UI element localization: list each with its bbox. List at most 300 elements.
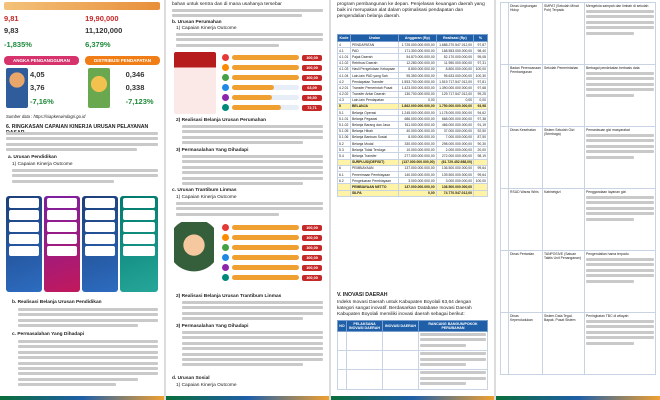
table-cell-realisasi: 129.717.547.012,00 — [436, 91, 473, 97]
table-cell-no — [501, 251, 509, 313]
cell-text: Dinas Kesehatan — [510, 128, 536, 132]
indicator-fill — [232, 95, 272, 100]
table-cell-no — [501, 127, 509, 189]
table-cell-uraian: BELANJA — [350, 103, 398, 109]
indicator-row — [222, 244, 322, 251]
table-cell-kode: 4.3 — [338, 97, 351, 103]
table-cell-pct: 99,25 — [474, 91, 488, 97]
table-cell-realisasi: 1.390.000.000.000,00 — [436, 85, 473, 91]
table-cell-anggaran: 1.423.000.000.000,00 — [399, 85, 436, 91]
table-cell-mid — [543, 127, 585, 189]
housing-indicator-list — [222, 54, 322, 114]
table-cell-realisasi: 1.688.270.547.012,00 — [436, 42, 473, 48]
table-cell-pct: 100,00 — [474, 66, 488, 72]
stat-value: 0,346 — [125, 70, 145, 79]
cell-text: Kabinetgizi — [544, 190, 561, 194]
stat-row-4 — [30, 70, 160, 79]
indicator-row — [222, 94, 322, 101]
table-cell-realisasi: 1.519.717.547.012,00 — [436, 79, 473, 85]
table-cell-realisasi: 11.950.000.000,00 — [436, 60, 473, 66]
table-cell-uraian: Belanja Tidak Terduga — [350, 147, 398, 153]
stat-value: 19,90,000 — [85, 14, 119, 23]
table-cell-anggaran: 140.000.000.000,00 — [399, 171, 436, 177]
indicator-value: 100,00 — [302, 265, 322, 271]
education-poster-1 — [6, 196, 42, 292]
cell-text: Penggandaan layanan gizi — [586, 190, 626, 194]
table-cell-uraian: SILPA — [350, 190, 398, 196]
table-cell-anggaran: 1.245.000.000.000,00 — [399, 110, 436, 116]
table-cell-realisasi: 8.800.000.000,00 — [436, 66, 473, 72]
table-cell-uraian: PAD — [350, 48, 398, 54]
table-cell-kode: 5.1.01 — [339, 116, 349, 121]
table-cell-kode: 5.4 — [338, 153, 351, 159]
table-cell-anggaran: 8.800.000.000,00 — [399, 66, 436, 72]
table-cell-pct: 91,19 — [474, 122, 488, 128]
table-cell-mid — [543, 3, 585, 65]
table-row — [338, 190, 488, 196]
table-cell-anggaran: 8.000.000.000,00 — [399, 134, 436, 140]
table-cell-pct: 98,40 — [474, 48, 488, 54]
page-footer-bar — [331, 396, 494, 400]
cell-text: Sistem Data Tegal, Bapak, Pusat Sistem — [544, 314, 576, 322]
table-cell-kode: 5.3 — [338, 147, 351, 153]
table-cell-kode: 4.2.01 — [339, 85, 349, 90]
table-cell-kode: 5.2 — [338, 141, 351, 147]
section-title: V. INOVASI DAERAH — [337, 292, 388, 298]
table-cell-realisasi: 1.750.000.000.000,00 — [436, 103, 473, 109]
table-cell-realisasi: 466.000.000.000,00 — [436, 122, 473, 128]
table-cell-kode: 5.1.05 — [339, 129, 349, 134]
table-cell-left — [509, 3, 543, 65]
table-cell-anggaran: (137.000.000.000,00) — [399, 159, 436, 165]
cell-text: Dinas Lingkungan Hidup — [510, 4, 538, 12]
indicator-row — [222, 104, 322, 111]
paragraph — [18, 308, 158, 330]
indicator-fill — [232, 255, 299, 260]
table-cell-right — [585, 251, 656, 313]
cell-text: SMPAT (Sekolah Minat Poh) Terpadu — [544, 4, 579, 12]
table-cell-realisasi: 1.178.000.000.000,00 — [436, 110, 473, 116]
indicator-value: 72,71 — [302, 105, 322, 111]
subsection-title: d. Urusan Sosial — [172, 376, 210, 381]
band-label: DISTRIBUSI PENDAPATAN — [85, 56, 160, 65]
table-cell-pct — [474, 190, 488, 196]
cell-text: TANPOSIVE (Satuan Taktis Unit Penanganan) — [544, 252, 581, 260]
paragraph — [18, 340, 158, 389]
table-cell-realisasi: 136.500.000.000,00 — [436, 165, 473, 171]
table-cell-anggaran: 171.300.000.000,00 — [399, 48, 436, 54]
table-cell-uraian: Belanja Operasi — [350, 110, 398, 116]
subsection-title: c. Permasalahan Yang Dihadapi — [12, 332, 85, 337]
education-poster-3 — [82, 196, 118, 292]
table-cell-realisasi: 52.170.000.000,00 — [436, 54, 473, 60]
table-cell-anggaran: 12.280.000.000,00 — [399, 60, 436, 66]
table-cell-realisasi: 3.000.000.000,00 — [436, 178, 473, 184]
table-cell-pct: 97,68 — [474, 85, 488, 91]
table-cell-right — [585, 189, 656, 251]
indicator-value: 100,00 — [302, 65, 322, 71]
table-cell-realisasi: 7.000.000.000,00 — [436, 134, 473, 140]
table-cell-kode: 5 — [338, 103, 351, 109]
table-cell-uraian: Belanja Pegawai — [350, 116, 398, 122]
stat-row-1 — [4, 14, 160, 23]
indicator-value: 100,00 — [302, 245, 322, 251]
table-cell-pct: 93,98 — [474, 103, 488, 109]
table-header-row — [338, 321, 488, 332]
indicator-icon — [222, 264, 229, 271]
table-cell-pct: 95,08 — [474, 54, 488, 60]
indicator-value: 63,09 — [302, 85, 322, 91]
table-cell-kode: 4.2.02 — [339, 92, 349, 97]
cell-text: Sistem Sekolah Gizi (Srimbaga) — [544, 128, 575, 136]
cell-text: Mengelola sampah dan limbah di sekolah — [586, 4, 649, 8]
indicator-value: 100,00 — [302, 275, 322, 281]
stat-value: 6,379% — [85, 40, 111, 49]
table-cell-realisasi: 0,00 — [436, 97, 473, 103]
table-cell-uraian: Lain-lain Pendapatan — [350, 97, 398, 103]
table-cell-anggaran: 330.000.000.000,00 — [399, 141, 436, 147]
table-cell-anggaran: 137.000.000.000,00 — [399, 165, 436, 171]
indicator-fill — [232, 105, 281, 110]
paragraph — [182, 125, 323, 147]
source-note: Sumber data : https://siapkerwindagri.go.id — [6, 114, 86, 119]
paragraph — [6, 132, 158, 154]
table-cell-right — [585, 313, 656, 375]
indicator-row — [222, 74, 322, 81]
band-label: ANGKA PENGANGGURAN — [4, 56, 79, 65]
table-cell-uraian: Pajak Daerah — [350, 54, 398, 60]
table-cell-pct: 97,38 — [474, 116, 488, 122]
cell-text: Sekolah Pemerintahan — [544, 66, 579, 70]
paragraph — [182, 331, 323, 369]
subsection-title: 3) Permasalahan Yang Dihadapi — [176, 324, 249, 329]
indicator-row — [222, 84, 322, 91]
table-cell-realisasi: 298.000.000.000,00 — [436, 141, 473, 147]
table-cell-left — [509, 127, 543, 189]
indicator-icon — [222, 84, 229, 91]
indicator-icon — [222, 54, 229, 61]
intro-text: bahan untuk sentra dan di mana usahanya tersebar — [172, 2, 282, 7]
page-4 — [496, 0, 660, 400]
subsection-title: c. Urusan Trantibum Linmas — [172, 188, 237, 193]
table-cell-anggaran: 0,00 — [399, 190, 436, 196]
table-cell-kode: 4.1.03 — [339, 67, 349, 72]
table-cell-realisasi: 95.633.000.000,00 — [436, 72, 473, 78]
indicator-fill — [232, 225, 299, 230]
stat-value: -1,835% — [4, 40, 32, 49]
cell-text: Pengendalian hama terpadu — [586, 252, 629, 256]
indicator-icon — [222, 224, 229, 231]
table-cell-pct: 0,00 — [474, 97, 488, 103]
table-row — [501, 65, 656, 127]
table-cell-kode: 4 — [338, 42, 351, 48]
table-cell-pct: 97,31 — [474, 60, 488, 66]
page-3 — [331, 0, 494, 400]
table-cell-realisasi: 668.000.000.000,00 — [436, 116, 473, 122]
table-cell-pct: 98,19 — [474, 153, 488, 159]
table-cell-pct: 99,64 — [474, 171, 488, 177]
paragraph — [182, 155, 323, 187]
page-2 — [166, 0, 329, 400]
table-cell-anggaran: 686.000.000.000,00 — [399, 116, 436, 122]
table-cell-realisasi: 2.000.000.000,00 — [436, 147, 473, 153]
table-cell-kode: 6 — [338, 165, 351, 171]
table-cell-uraian: PENDAPATAN — [350, 42, 398, 48]
cell-text: Dinas Pertanian — [510, 252, 535, 256]
stat-value: 4,05 — [30, 70, 45, 79]
indicator-icon — [222, 244, 229, 251]
section-text: Indeks Inovasi Daerah untuk Kabupaten Boyolali 63,64 dengan kategori sangat inovatif. Berdasarkan Database Inovasi Daerah Kabupaten Boyolali memiliki inovasi daerah sebagai berikut: — [337, 300, 472, 317]
table-cell-uraian: SURPLUS/(DEFISIT) — [350, 159, 398, 165]
table-cell-anggaran: 137.000.000.000,00 — [399, 184, 436, 190]
table-cell-anggaran: 40.000.000.000,00 — [399, 128, 436, 134]
table-cell-realisasi: 37.000.000.000,00 — [436, 128, 473, 134]
indicator-row — [222, 234, 322, 241]
cell-text: Berbagai pendekatan berbasis data — [586, 66, 640, 70]
indicator-icon — [222, 74, 229, 81]
subsection-title: b. Urusan Perumahan — [172, 20, 222, 25]
table-header: Anggaran (Rp) — [399, 35, 436, 42]
table-cell-mid — [543, 189, 585, 251]
table-cell-kode: 5.1.06 — [339, 135, 349, 140]
housing-illustration — [174, 52, 216, 114]
stat-value: -7,123% — [125, 97, 154, 106]
indicator-fill — [232, 75, 299, 80]
table-cell-pct: 99,64 — [474, 165, 488, 171]
subsection-title: 1) Capaian Kinerja Outcome — [12, 162, 73, 167]
table-row — [501, 189, 656, 251]
table-cell-left — [509, 65, 543, 127]
cell-text: Badan Perencanaan Pembangunan — [510, 66, 541, 74]
table-cell-kode: 4.2 — [338, 79, 351, 85]
table-row — [338, 370, 488, 389]
stat-row-2 — [4, 26, 160, 35]
table-cell-uraian: Pengeluaran Pembiayaan — [350, 178, 398, 184]
table-cell-realisasi: (61.729.452.988,00) — [436, 159, 473, 165]
table-cell-left — [509, 189, 543, 251]
table-cell-anggaran: 10.000.000.000,00 — [399, 147, 436, 153]
paragraph — [172, 9, 323, 20]
table-cell-no — [501, 313, 509, 375]
linmas-officer-illustration — [174, 222, 214, 288]
innovation-table-continued — [500, 2, 656, 375]
table-cell-anggaran: 130.700.000.000,00 — [399, 91, 436, 97]
indicator-value: 100,00 — [302, 235, 322, 241]
table-cell-anggaran: 3.000.000.000,00 — [399, 178, 436, 184]
table-cell-uraian: Belanja Hibah — [350, 128, 398, 134]
table-cell-anggaran: 1.725.000.000.000,00 — [399, 42, 436, 48]
indicator-fill — [232, 275, 299, 280]
education-poster-4 — [120, 196, 158, 292]
table-header: Uraian — [350, 35, 398, 42]
table-cell-kode: 5.1 — [338, 110, 351, 116]
table-cell-pct: 97,81 — [474, 79, 488, 85]
table-cell-uraian: Retribusi Daerah — [350, 60, 398, 66]
table-cell-realisasi: 272.000.000.000,00 — [436, 153, 473, 159]
table-cell-anggaran: 1.862.000.000.000,00 — [399, 103, 436, 109]
indicator-fill — [232, 55, 299, 60]
indicator-value: 100,00 — [302, 75, 322, 81]
table-cell-pct: 94,62 — [474, 110, 488, 116]
education-poster-2 — [44, 196, 80, 292]
table-cell-kode — [338, 190, 351, 196]
subsection-title: b. Realisasi Belanja Urusan Pendidikan — [12, 300, 102, 305]
indicator-icon — [222, 104, 229, 111]
paragraph — [176, 202, 323, 218]
table-cell-mid — [543, 251, 585, 313]
table-cell-realisasi: 136.500.000.000,00 — [436, 184, 473, 190]
stat-value: 9,83 — [4, 26, 19, 35]
subsection-title: 1) Capaian Kinerja Outcome — [176, 26, 237, 31]
indicator-value: 59,50 — [302, 95, 322, 101]
table-cell-pct: 20,00 — [474, 147, 488, 153]
table-header: RANCANG BANGUN/POKOK PERUBAHAN — [419, 321, 488, 332]
stat-value: 0,338 — [125, 83, 145, 92]
intro-text: program pembangunan ke depan. Penjelasan keuangan daerah yang baik ini merupakan alat dalam optimalisasi pendapatan dan pengendalian belanja daerah. — [337, 2, 485, 19]
table-cell-uraian: PEMBIAYAAN NETTO — [350, 184, 398, 190]
table-cell-realisasi: 168.553.000.000,00 — [436, 48, 473, 54]
table-cell-uraian: Belanja Modal — [350, 141, 398, 147]
cell-text: Dinas Kependudukan — [510, 314, 533, 322]
table-cell-pct: 90,30 — [474, 141, 488, 147]
indicator-icon — [222, 64, 229, 71]
table-cell-kode: 4.1.04 — [339, 73, 349, 78]
table-cell-left — [509, 313, 543, 375]
table-cell-realisasi: 139.500.000.000,00 — [436, 171, 473, 177]
indicator-row — [222, 264, 322, 271]
table-cell-uraian: PEMBIAYAAN — [350, 165, 398, 171]
stat-value: 9,81 — [4, 14, 19, 23]
table-cell-pct: 87,50 — [474, 134, 488, 140]
cell-text: Peningkatan TBC di wilayah — [586, 314, 629, 318]
indicator-band — [4, 56, 160, 65]
stat-value: 11,120,000 — [85, 26, 123, 35]
page-footer-bar — [496, 396, 660, 400]
subsection-title: 2) Realisasi Belanja Urusan Trantibum Linmas — [176, 294, 282, 299]
indicator-row — [222, 224, 322, 231]
indicator-fill — [232, 235, 299, 240]
header-photo — [4, 2, 160, 10]
table-cell-anggaran: 54.870.000.000,00 — [399, 54, 436, 60]
table-cell-kode: 6.2 — [338, 178, 351, 184]
indicator-fill — [232, 85, 274, 90]
section-title: 6. RINGKASAN CAPAIAN KINERJA URUSAN PELAYANAN — [6, 124, 149, 130]
subsection-title: 1) Capaian Kinerja Outcome — [176, 383, 237, 388]
table-cell-no — [501, 3, 509, 65]
table-row — [338, 351, 488, 370]
innovation-table-body — [501, 3, 656, 375]
page-footer-bar — [0, 396, 164, 400]
table-cell-uraian: Pendapatan Transfer — [350, 79, 398, 85]
table-cell-kode: 4.1.01 — [339, 54, 349, 59]
table-header: Realisasi (Rp) — [436, 35, 473, 42]
page-1 — [0, 0, 164, 400]
table-cell-uraian: Hasil Pengelolaan Kekayaan — [350, 66, 398, 72]
page-footer-bar — [166, 396, 329, 400]
table-cell-uraian: Belanja Barang dan Jasa — [350, 122, 398, 128]
table-header: NO — [338, 321, 347, 332]
table-cell-kode: 5.1.02 — [339, 123, 349, 128]
table-cell-uraian: Transfer Antar Daerah — [350, 91, 398, 97]
table-cell-pct: 100,00 — [474, 178, 488, 184]
table-cell-anggaran: 511.000.000.000,00 — [399, 122, 436, 128]
table-cell-anggaran: 0,00 — [399, 97, 436, 103]
table-cell-anggaran: 277.000.000.000,00 — [399, 153, 436, 159]
table-cell-pct: 97,87 — [474, 42, 488, 48]
table-header: % — [474, 35, 488, 42]
table-header-row — [338, 35, 488, 42]
subsection-title: 3) Permasalahan Yang Dihadapi — [176, 148, 249, 153]
indicator-icon — [222, 254, 229, 261]
indicator-row — [222, 254, 322, 261]
indicator-row — [222, 64, 322, 71]
table-cell-pct: 92,50 — [474, 128, 488, 134]
table-header: Kode — [339, 36, 349, 40]
stat-value: -7,16% — [30, 97, 54, 106]
table-cell-right — [585, 3, 656, 65]
subsection-title: a. Urusan Pendidikan — [8, 155, 57, 160]
cell-text: Pemantauan gizi masyarakat — [586, 128, 630, 132]
indicator-row — [222, 54, 322, 61]
indicator-value: 100,00 — [302, 55, 322, 61]
table-header: PELAKSANA INOVASI DAERAH — [347, 321, 383, 332]
table-cell-realisasi: 74.770.547.012,00 — [436, 190, 473, 196]
indicator-fill — [232, 245, 299, 250]
cell-text: RSUD Waras Wiris — [510, 190, 539, 194]
indicator-icon — [222, 234, 229, 241]
subsection-title: 2) Realisasi Belanja Urusan Perumahan — [176, 118, 267, 123]
table-row — [501, 313, 656, 375]
stat-value: 3,76 — [30, 83, 45, 92]
table-row — [501, 3, 656, 65]
paragraph — [176, 33, 323, 49]
indicator-value: 100,00 — [302, 225, 322, 231]
worker-illustration — [6, 68, 28, 108]
table-cell-anggaran: 1.553.700.000.000,00 — [399, 79, 436, 85]
indicator-value: 100,00 — [302, 255, 322, 261]
linmas-indicator-list — [222, 224, 322, 284]
indicator-row — [222, 274, 322, 281]
paragraph — [182, 301, 323, 323]
table-cell-uraian: Transfer Pemerintah Pusat — [350, 85, 398, 91]
table-cell-uraian: Belanja Transfer — [350, 153, 398, 159]
table-cell-anggaran: 95.350.000.000,00 — [399, 72, 436, 78]
budget-table — [337, 34, 488, 197]
table-header: INOVASI DAERAH — [383, 321, 419, 332]
table-cell-right — [585, 127, 656, 189]
stat-row-3 — [4, 40, 160, 49]
indicator-fill — [232, 265, 299, 270]
table-cell-kode: 6.1 — [338, 171, 351, 177]
paragraph — [12, 169, 158, 185]
table-cell-kode: 4.1 — [338, 48, 351, 54]
subsection-title: 1) Capaian Kinerja Outcome — [176, 195, 237, 200]
stat-row-5 — [30, 83, 160, 92]
table-cell-mid — [543, 65, 585, 127]
table-cell-pct: 100,30 — [474, 72, 488, 78]
indicator-icon — [222, 274, 229, 281]
innovation-table — [337, 320, 488, 390]
table-row — [501, 127, 656, 189]
stat-row-6 — [30, 97, 160, 106]
indicator-icon — [222, 94, 229, 101]
table-cell-kode: 4.1.02 — [339, 61, 349, 66]
table-cell-uraian: Penerimaan Pembiayaan — [350, 171, 398, 177]
table-cell-left — [509, 251, 543, 313]
budget-table-body — [338, 42, 488, 197]
indicator-fill — [232, 65, 299, 70]
table-cell-uraian: Lain-lain PAD yang Sah — [350, 72, 398, 78]
